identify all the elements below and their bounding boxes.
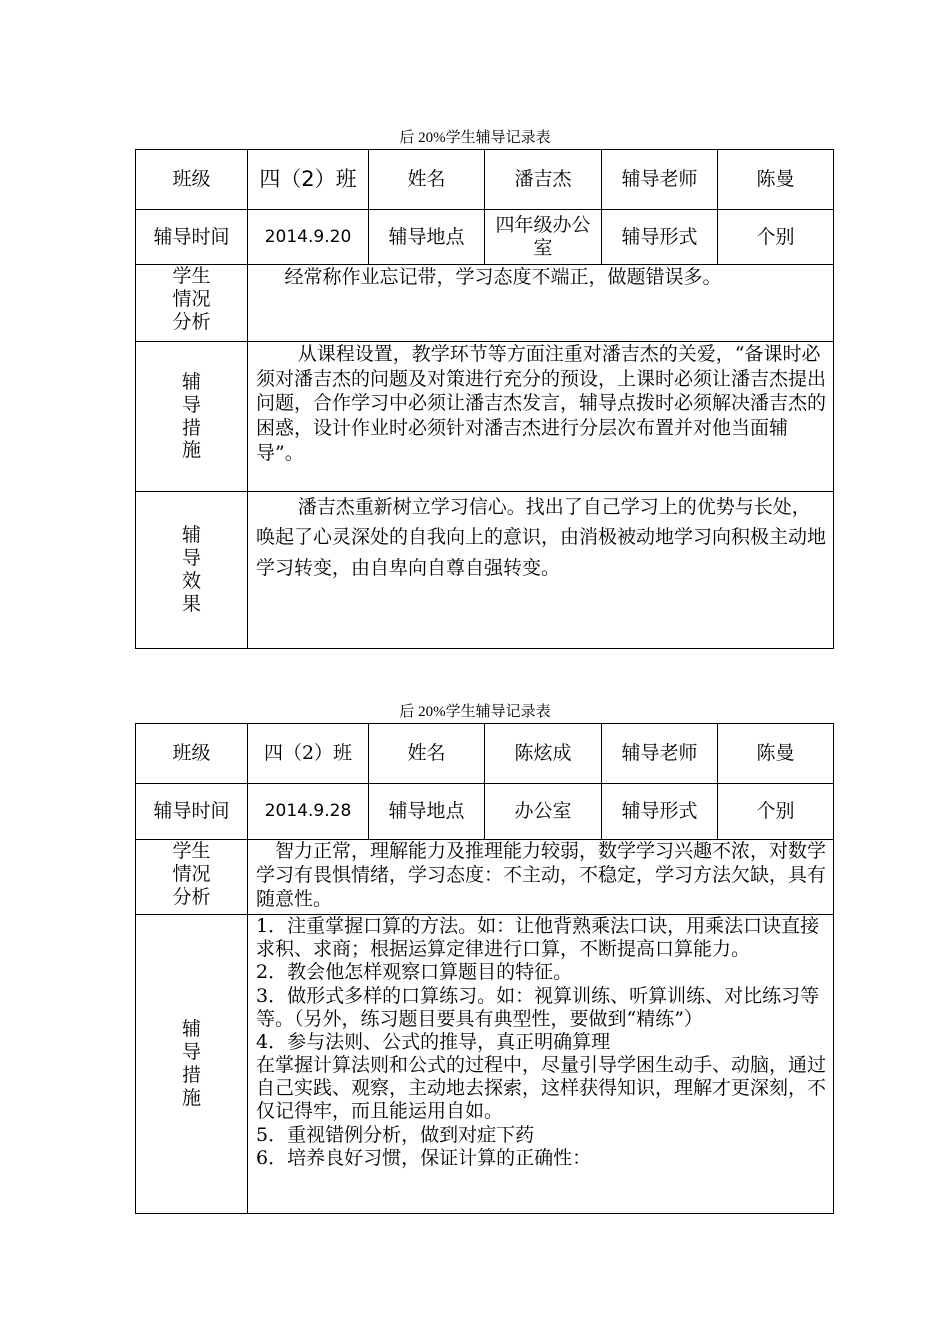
class-value: 四（2）班 (248, 724, 369, 784)
teacher-value: 陈曼 (718, 150, 834, 210)
teacher-value: 陈曼 (718, 724, 834, 784)
effect-label: 辅 导 效 果 (136, 492, 248, 649)
form-value: 个别 (718, 210, 834, 265)
time-value: 2014.9.28 (248, 784, 369, 840)
form-label: 辅导形式 (602, 210, 718, 265)
class-label: 班级 (136, 724, 248, 784)
teacher-label: 辅导老师 (602, 724, 718, 784)
list-item: 2．教会他怎样观察口算题目的特征。 (256, 961, 573, 984)
record-table-2 (135, 723, 834, 1214)
time-label: 辅导时间 (136, 784, 248, 840)
measures-text: 从课程设置，教学环节等方面注重对潘吉杰的关爱，“备课时必须对潘吉杰的问题及对策进行充分的预设，上课时必须让潘吉杰提出问题，合作学习中必须让潘吉杰发言，辅导点拨时必须解决潘吉杰的困惑，设计作业时必须针对潘吉杰进行分层次布置并对他当面辅导”。 (248, 342, 834, 492)
form-value: 个别 (718, 784, 834, 840)
list-item: 1．注重掌握口算的方法。如：让他背熟乘法口诀，用乘法口诀直接求积、求商；根据运算定律进行口算，不断提高口算能力。 (256, 915, 820, 961)
place-label: 辅导地点 (369, 210, 485, 265)
teacher-label: 辅导老师 (602, 150, 718, 210)
analysis-label: 学生 情况 分析 (136, 265, 248, 342)
name-value: 陈炫成 (485, 724, 602, 784)
analysis-text: 智力正常，理解能力及推理能力较弱，数学学习兴趣不浓，对数学学习有畏惧情绪，学习态度：不主动，不稳定，学习方法欠缺，具有随意性。 (248, 840, 834, 915)
table-caption: 后 20%学生辅导记录表 (399, 704, 551, 720)
place-label: 辅导地点 (369, 784, 485, 840)
measures-label: 辅 导 措 施 (136, 342, 248, 492)
form-label: 辅导形式 (602, 784, 718, 840)
measures-label: 辅 导 措 施 (136, 915, 248, 1214)
name-value: 潘吉杰 (485, 150, 602, 210)
time-value: 2014.9.20 (248, 210, 369, 265)
analysis-label: 学生 情况 分析 (136, 840, 248, 915)
class-value: 四（2）班 (248, 150, 369, 210)
effect-text: 潘吉杰重新树立学习信心。找出了自己学习上的优势与长处，唤起了心灵深处的自我向上的意识，由消极被动地学习向积极主动地学习转变，由自卑向自尊自强转变。 (248, 492, 834, 649)
analysis-text: 经常称作业忘记带，学习态度不端正，做题错误多。 (248, 265, 834, 342)
name-label: 姓名 (369, 724, 485, 784)
table-caption: 后 20%学生辅导记录表 (399, 130, 551, 146)
list-item: 3．做形式多样的口算练习。如：视算训练、听算训练、对比练习等等。（另外，练习题目要具有典型性，要做到“精练”） (256, 984, 820, 1030)
measures-list (248, 915, 834, 1214)
time-label: 辅导时间 (136, 210, 248, 265)
class-label: 班级 (136, 150, 248, 210)
place-value: 办公室 (485, 784, 602, 840)
list-item: 6．培养良好习惯，保证计算的正确性： (256, 1146, 592, 1169)
record-table-1 (135, 149, 834, 649)
list-item: 4．参与法则、公式的推导，真正明确算理 (256, 1030, 611, 1053)
place-value: 四年级办公室 (485, 210, 602, 265)
list-item: 在掌握计算法则和公式的过程中，尽量引导学困生动手、动脑，通过自己实践、观察，主动地去探索，这样获得知识，理解才更深刻，不仅记得牢，而且能运用自如。 (256, 1054, 827, 1123)
list-item: 5．重视错例分析，做到对症下药 (256, 1123, 535, 1146)
name-label: 姓名 (369, 150, 485, 210)
